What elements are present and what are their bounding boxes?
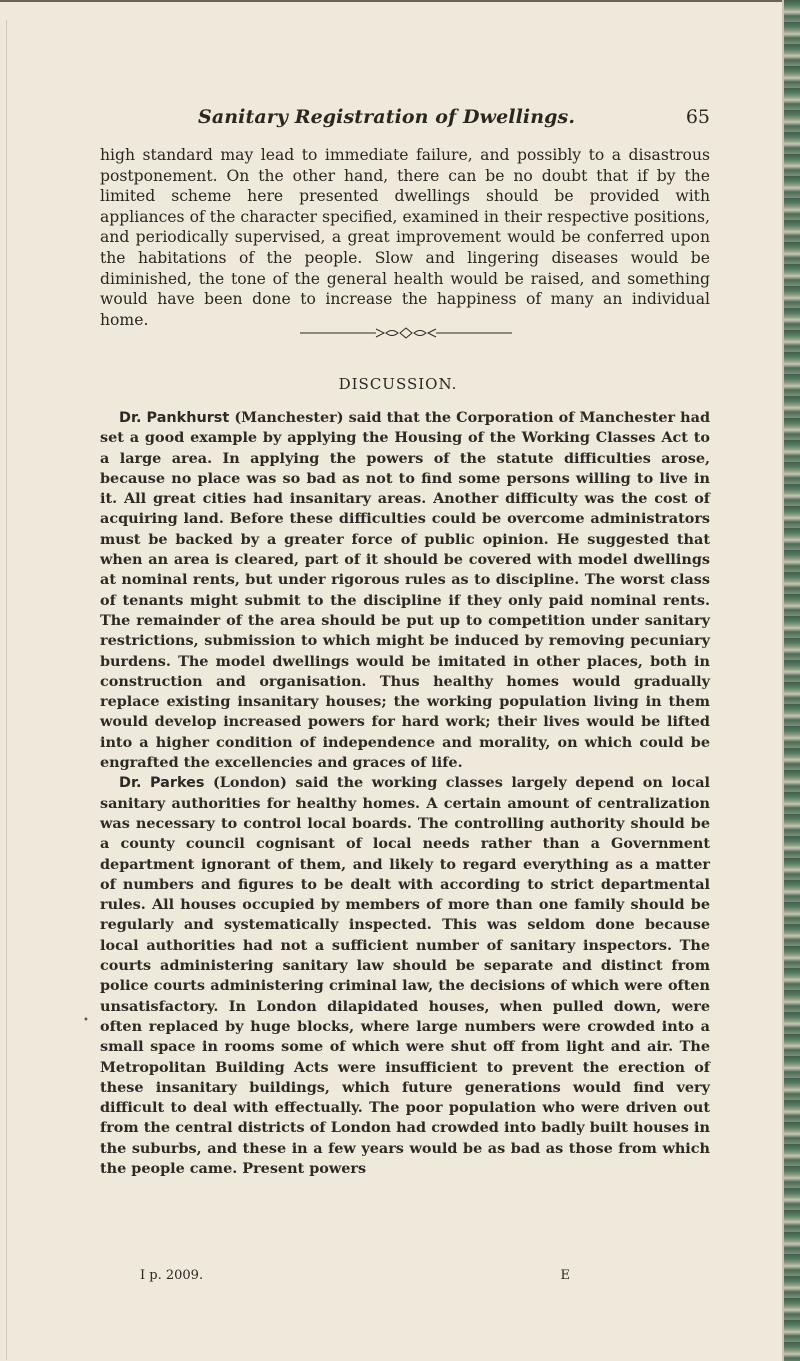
discussion-paragraph bbox=[100, 773, 710, 1179]
page-footer bbox=[140, 1268, 570, 1288]
top-edge-rule bbox=[0, 0, 785, 2]
discussion-text: (London) said the working classes largely depend on local sanitary authorities for healthy homes. A certain amount of centralization was necessary to control local boards. The controlling authority should be a county council cognisant of local needs rather than a Government department ignorant of them, and likely to regard everything as a matter of numbers and figures to be dealt with according to strict departmental rules. All houses occupied by members of more than one family should be regularly and systematically inspected. This was seldom done because local authorities had not a sufficient number of sanitary inspectors. The courts administering sanitary law should be separate and distinct from police courts administering criminal law, the decisions of which were often unsatisfactory. In London dilapidated houses, when pulled down, were often replaced by huge blocks, where large numbers were crowded into a small space in rooms some of which were shut off from light and air. The Metropolitan Building Acts were insufficient to prevent the erection of these insanitary buildings, which future generations would find very difficult to deal with effectually. The poor population who were driven out from the central districts of London had crowded into badly built houses in the suburbs, and these in a few years would be as bad as those from which the people came. Present powers bbox=[100, 774, 710, 1177]
intro-paragraph: high standard may lead to immediate failure, and possibly to a disastrous postponement. On the other hand, there can be no doubt that if by the limited scheme here presented dwellings should be provided with appliances of the character specified, examined in their respective positions, and periodically supervised, a great improvement would be conferred upon the habitations of the people. Slow and lingering diseases would be diminished, the tone of the general health would be raised, and something would have been done to increase the happiness of many an individual home. bbox=[100, 146, 710, 329]
printer-signature: I p. 2009. bbox=[140, 1268, 204, 1283]
page-number: 65 bbox=[685, 106, 710, 128]
left-margin-line bbox=[6, 20, 7, 1360]
discussion-paragraph bbox=[100, 408, 710, 773]
signature-mark: E bbox=[560, 1268, 570, 1283]
speaker-name: Dr. Pankhurst bbox=[119, 410, 230, 426]
discussion-section bbox=[100, 408, 710, 1179]
discussion-heading-wrap bbox=[0, 375, 800, 393]
running-head bbox=[100, 106, 710, 132]
speaker-name: Dr. Parkes bbox=[119, 775, 205, 792]
section-ornament bbox=[300, 325, 512, 341]
running-head-title: Sanitary Registration of Dwellings. bbox=[198, 106, 576, 128]
page-edge-binding bbox=[784, 0, 800, 1361]
discussion-heading: DISCUSSION. bbox=[338, 375, 458, 393]
discussion-text: (Manchester) said that the Corporation of Manchester had set a good example by applying the Housing of the Working Classes Act to a large area. In applying the powers of the statute difficulties arose, because no place was so bad as not to find some persons willing to live in it. All great cities had insanitary areas. Another difficulty was the cost of acquiring land. Before these difficulties could be overcome administrators must be backed by a greater force of public opinion. He suggested that when an area is cleared, part of it should be covered with model dwellings at nominal rents, but under rigorous rules as to discipline. The worst class of tenants might submit to the discipline if they only paid nominal rents. The remainder of the area should be put up to competition under sanitary restrictions, submission to which might be induced by removing pecuniary burdens. The model dwellings would be imitated in other places, both in construction and organisation. Thus healthy homes would gradually replace existing insanitary houses; the working population living in them would develop increased powers for hard work; their lives would be lifted into a higher condition of independence and morality, on which could be engrafted the excellencies and graces of life. bbox=[100, 409, 711, 772]
intro-section bbox=[100, 145, 710, 330]
margin-mark: • bbox=[83, 1015, 89, 1026]
